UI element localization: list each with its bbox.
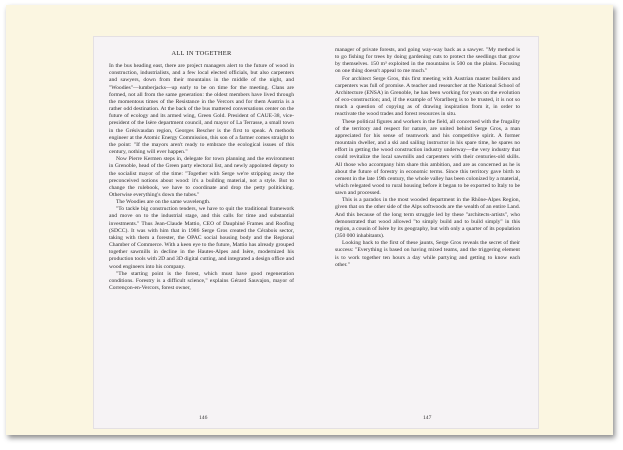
photo-frame <box>6 5 613 435</box>
paragraph: Now Pierre Kermen steps in, delegate for town planning and the environment in Grenoble, head of the Green party electoral list, and newly appointed deputy to the socialist mayor of the time: "Together with Serge we're stripping away the preconceived notions about wood: it's a building material, not a style. But to change the rulebook, we have to coordinate and drop the petty politicking. Otherwise everything's down the tubes." <box>109 156 294 198</box>
paragraph: "The starting point is the forest, which must have good regeneration conditions. Forestry is a difficult science," explains Gérard Sauvajon, mayor of Corrençon-en-Vercors, forest owner, <box>109 270 294 291</box>
paragraph: manager of private forests, and going way-way back as a sawyer. "My method is to go fishing for trees by doing gardening cuts to protect the seedlings that grow by themselves. 150 m³ exploited in the mountains is 500 on the plains. Focusing on one thing doesn't appeal to me much." <box>335 47 520 75</box>
left-page-column <box>109 50 294 292</box>
paragraph: The Woodies are on the same wavelength. <box>116 199 211 206</box>
right-page-column <box>335 47 520 269</box>
paragraph: In the bus heading east, there are project managers alert to the future of wood in construction, industrialists, and a few local elected officials, but also carpenters and sawyers, down from their mountains in the middle of the night, and "Woodies"—lumberjacks—up early to be on time for the meeting. Clans are formed, not all from the same generation: the oldest members have lived through the momentous times of the Resistance in the Vercors and for them Austria is a rather odd destination. At the back of the bus mattered conversations center on the future of ecology and its armed wing, Green Gold. President of CAUE-38, vice-president of the Isère department council, and mayor of La Terrasse, a small town in the Grésivaudan region, Georges Bescher is the first to speak. A methods engineer at the Atomic Energy Commission, this son of a farmer comes straight to the point: "If the mayors aren't ready to embrace the ecological issues of this century, nothing will ever happen." <box>109 63 294 156</box>
paragraph: Looking back to the first of these jaunts, Serge Gros reveals the secret of their success: "Everything is based on having mixed teams, and the triggering element is to work together ten hours a day while partying and getting to know each other." <box>335 240 520 268</box>
page-number-right: 147 <box>423 415 432 421</box>
chapter-title: ALL IN TOGETHER <box>171 50 232 57</box>
paragraph: "To tackle big construction tenders, we have to quit the traditional framework and move on to the industrial stage, and this calls for time and substantial investments." Thus Jean-Claude Mattio, CEO of Dauphiné Frames and Roofing (SDCC). It was with him that in 1986 Serge Gros created the Cérabois sector, taking with them a forester, the OPAC social housing body and the Regional Chamber of Commerce. With a keen eye to the future, Mattio has already grouped together sawmills in decline in the Hautes-Alpes and Isère, modernized his production tools with 2D and 3D digital cutting, and integrated a design office and wood engineers into his company. <box>109 206 294 270</box>
paragraph: This is a paradox in the most wooded department in the Rhône-Alpes Region, given that on the other side of the Alps softwoods are the wealth of an entire Land. And this because of the long term struggle led by these "architects-artists", who demonstrated that wood allowed "to simply build and to build simply" in this region, a cousin of Isère by its geography, but with only a quarter of its population (350 000 inhabitants). <box>335 197 521 240</box>
book-spread <box>93 36 539 429</box>
page-number-left: 146 <box>199 415 208 421</box>
paragraph: For architect Serge Gros, this first meeting with Austrian master builders and carpenters was full of promise. A teacher and researcher at the National School of Architecture (ENSA) in Grenoble, he has been working for years on the evolution of eco-construction; and, if the example of Vorarlberg is to be trusted, it is not so much a question of copying as of drawing inspiration from it, in order to reactivate the wood trades and forest resources in situ. <box>335 75 520 118</box>
paragraph: These political figures and workers in the field, all concerned with the frugality of the territory and respect for nature, are united behind Serge Gros, a man appreciated for his sense of teamwork and his competitive spirit. A former mountain dweller, and a ski and sailing instructor in his spare time, he spares no effort in getting the wood construction industry underway—the very industry that could revitalize the local sawmills and carpenters with their centuries-old skills. All those who accompany him share this ambition, and are as concerned as he is about the future of forestry in economic terms. Since this territory gave birth to cement in the late 19th century, the whole valley has been colonized by a material, which relegated wood to rural housing before it began to be exported to Italy to be sawn and processed. <box>335 118 520 197</box>
